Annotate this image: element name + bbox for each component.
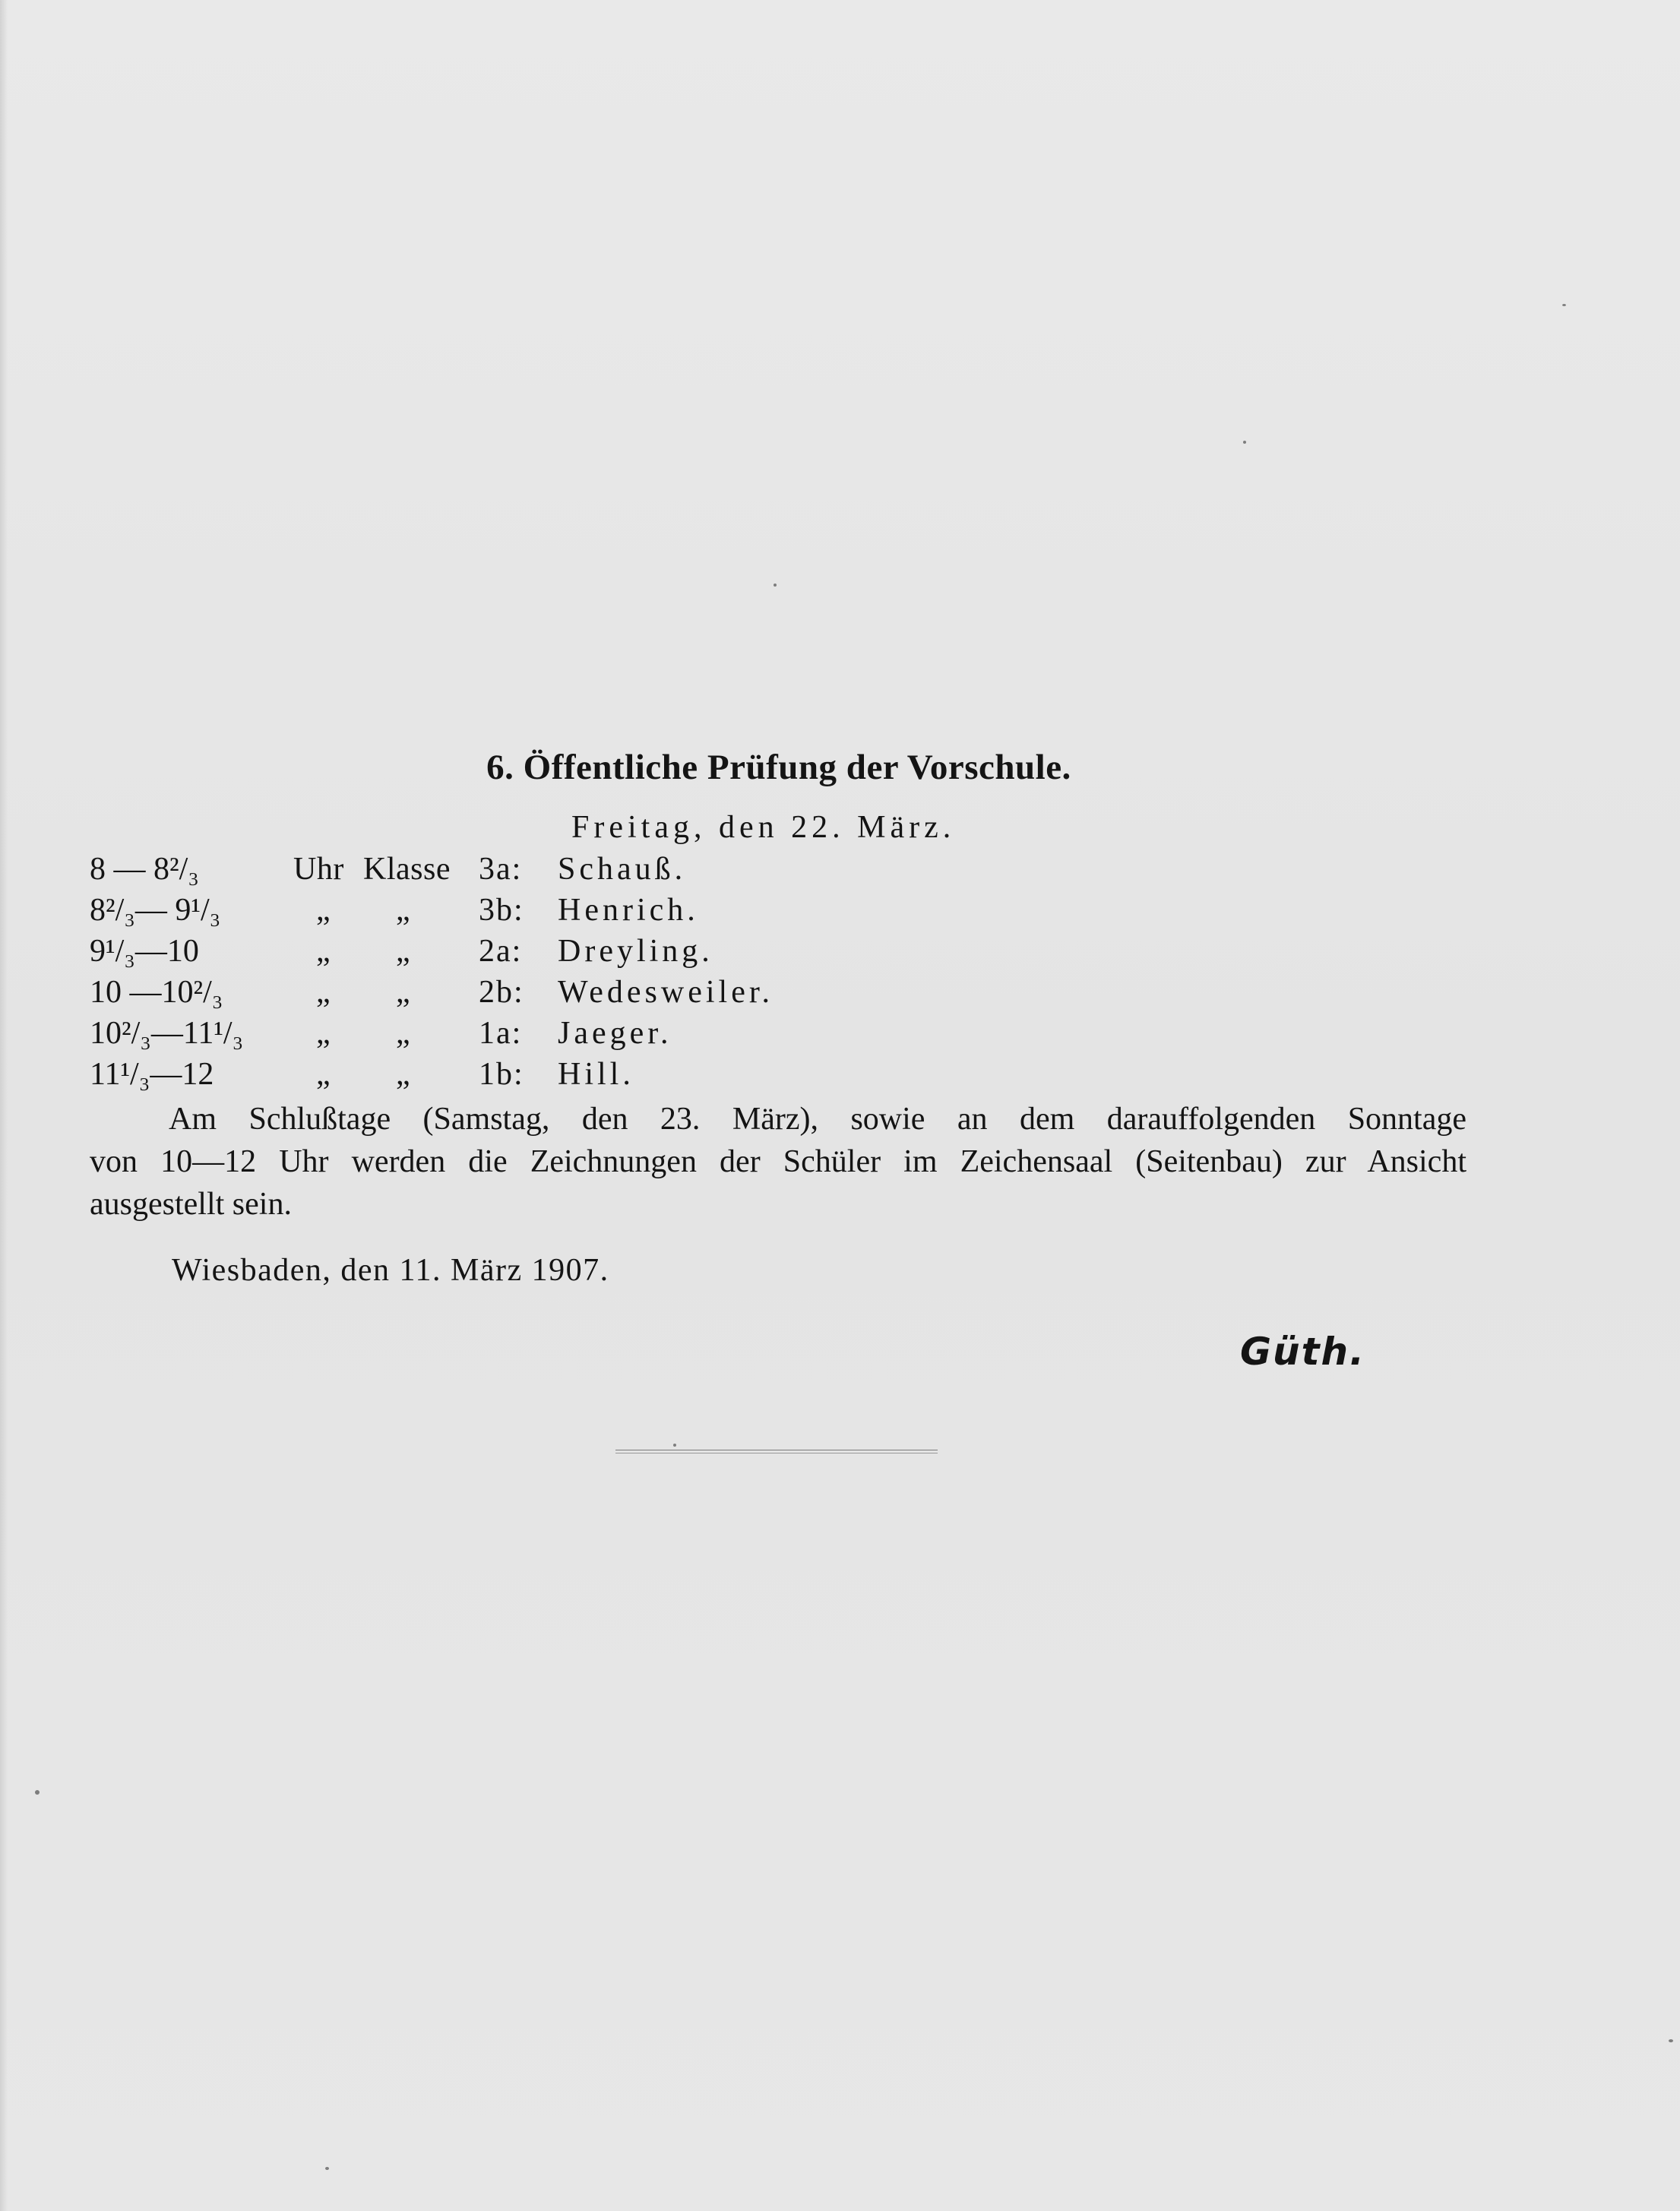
- schedule-row: [90, 1015, 849, 1056]
- teacher-name: Schauß.: [558, 852, 687, 887]
- ditto-mark: „: [316, 893, 331, 928]
- scan-speck: [1562, 304, 1566, 306]
- ditto-mark: „: [396, 975, 410, 1010]
- exam-date-line: Freitag, den 22. März.: [571, 810, 956, 845]
- ditto-mark: „: [396, 893, 410, 928]
- ditto-mark: „: [396, 1057, 410, 1092]
- teacher-name: Wedesweiler.: [558, 975, 774, 1010]
- scan-speck: [1243, 441, 1246, 444]
- class-id: 3a:: [479, 852, 523, 887]
- teacher-name: Henrich.: [558, 893, 699, 928]
- ditto-mark: „: [316, 975, 331, 1010]
- scan-speck: [1669, 2039, 1673, 2042]
- notice-line: von 10—12 Uhr werden die Zeichnungen der Schüler im Zeichensaal (Seitenbau) zur Ansicht: [90, 1144, 1466, 1179]
- exam-schedule: [90, 851, 849, 1097]
- scan-edge-shadow: [0, 0, 8, 2211]
- time-slot: 8²/₃— 9¹/₃: [90, 893, 221, 928]
- class-id: 1a:: [479, 1016, 523, 1051]
- time-slot: 10 —10²/₃: [90, 975, 223, 1010]
- scan-speck: [35, 1790, 40, 1795]
- ditto-mark: „: [316, 934, 331, 969]
- klasse-label: Klasse: [363, 852, 451, 887]
- time-slot: 11¹/₃—12: [90, 1057, 214, 1092]
- ditto-mark: „: [316, 1016, 331, 1051]
- scan-speck: [325, 2167, 329, 2170]
- scan-speck: [774, 584, 777, 587]
- section-heading: 6. Öffentliche Prüfung der Vorschule.: [486, 748, 1071, 787]
- class-id: 3b:: [479, 893, 524, 928]
- schedule-row: [90, 892, 849, 933]
- schedule-row: [90, 1056, 849, 1097]
- class-id: 1b:: [479, 1057, 524, 1092]
- ditto-mark: „: [316, 1057, 331, 1092]
- ditto-mark: „: [396, 934, 410, 969]
- schedule-row: [90, 974, 849, 1015]
- time-slot: 8 — 8²/₃: [90, 852, 199, 887]
- exhibition-notice: [90, 1098, 1466, 1226]
- signature: Güth.: [1240, 1330, 1366, 1374]
- notice-line: Am Schlußtage (Samstag, den 23. März), sowie an dem darauffolgenden Sonntage: [169, 1102, 1466, 1137]
- schedule-row: [90, 851, 849, 892]
- teacher-name: Dreyling.: [558, 934, 713, 969]
- closing-rule: [615, 1450, 938, 1454]
- ditto-mark: „: [396, 1016, 410, 1051]
- time-slot: 9¹/₃—10: [90, 934, 199, 969]
- uhr-label: Uhr: [293, 852, 344, 887]
- place-and-date: Wiesbaden, den 11. März 1907.: [172, 1253, 609, 1288]
- teacher-name: Jaeger.: [558, 1016, 672, 1051]
- class-id: 2b:: [479, 975, 524, 1010]
- scan-speck: [673, 1444, 676, 1447]
- teacher-name: Hill.: [558, 1057, 634, 1092]
- time-slot: 10²/₃—11¹/₃: [90, 1016, 244, 1051]
- notice-line: ausgestellt sein.: [90, 1187, 292, 1222]
- class-id: 2a:: [479, 934, 523, 969]
- schedule-row: [90, 933, 849, 974]
